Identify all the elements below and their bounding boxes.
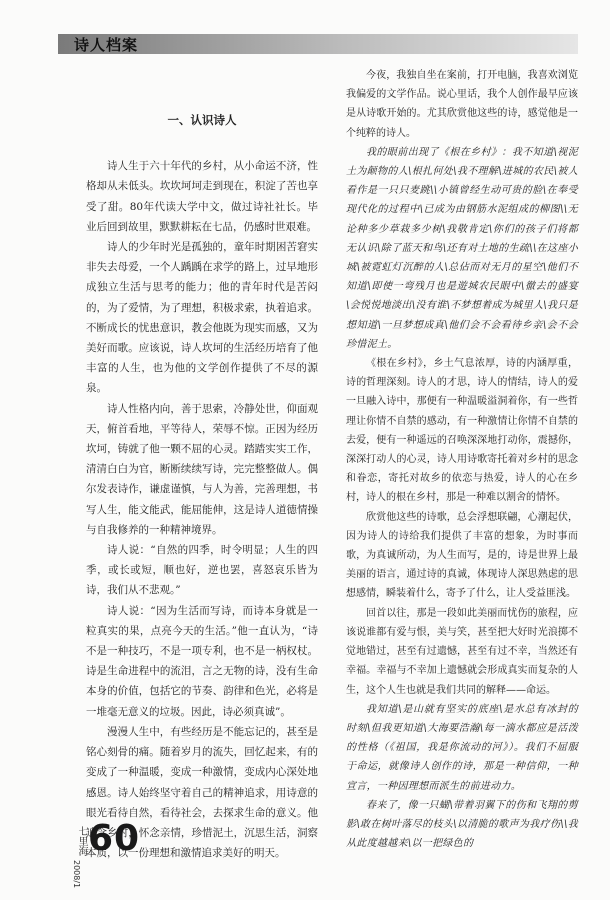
paragraph: 回首以往，那是一段如此美丽而忧伤的旅程，应该说谁都有爱与恨，美与笑，甚至把大好时光浪掷不觉地错过，甚至有过遗憾，甚至有过不幸，当然还有幸福。幸福与不幸加上遗憾就会形成真实而复杂的人生，这个人生也就是我们共同的解释——命运。	[346, 607, 578, 696]
poem-excerpt: 春来了，像一只蝴\带着羽翼下的伤和飞翔的剪影\敢在树叶落尽的枝头\以清脆的歌声为我疗伤\\我从此度越越来\以一把绿色的	[346, 799, 578, 850]
paragraph: 诗人生于六十年代的乡村，从小命运不济，性格却从未低头。坎坎坷坷走到现在，积淀了苦也享受了甜。80年代读大学中文，做过诗社社长。毕业后回到故里，默默耕耘在七品，仍感时世艰难。	[86, 160, 318, 233]
poem-excerpt: 我的眼前出现了《根在乡村》：我不知道\视泥土为颠物的人\根扎何处\我不理解\进城的农民\被人看作是一只只麦跳\\小镇曾经生动可贵的脸\在奉受现代化的过程中\已成为由钢筋水泥组成的柳图\\无论种多少草栽多少树\我敬肯定\你们的孩子们将都无认识\除了蓝天和鸟\还有对土地的生疏\\在这座小城\被霓虹灯沉醉的人\总佔而对无月的星空\他们不知道\即使一弯残月也是遊城农民眼中\徹去的盛宴\会悦悦地淡出\没有谁\不梦想着成为城里人\我只是想知道\一旦梦想成真\他们会不会看待乡亲\会不会珍惜泥土。	[346, 146, 578, 350]
paragraph: 欣赏他这些的诗歌，总会浮想联翩，心潮起伏，因为诗人的诗给我们提供了丰富的想象，为时事而歌，为真诚所动，为人生而写，是的，诗是世界上最美丽的语言，通过诗的真诚，体现诗人深思熟虑的思想感情，瞬装着什么，寄予了什么，让人受益匪浅。	[346, 511, 578, 600]
paragraph: 诗人说：“自然的四季，时令明显；人生的四季，或长或短，顺也好，逆也罢，喜怒哀乐皆为诗，我们从不悲观。”	[86, 544, 318, 597]
poem-excerpt: 我知道\是山就有坚实的底座\是水总有冰封的时刻\但我更知道\大海要浩瀚\每一滴水都应是活泼的性格（《祖国，我是你流动的河》）。我们不屈服于命运，就像诗人创作的诗，那是一种信仰，一种宣言，一种因理想而派生的前进动力。	[346, 703, 578, 792]
paragraph: 诗人说：“因为生活而写诗，而诗本身就是一粒真实的果，点亮今天的生活。”他一直认为，“诗不是一种技巧，不是一项专利，也不是一柄权杖。诗是生命进程中的流泪，言之无物的诗，没有生命本身的价值，包括它的节奏、韵律和色光，必将是一堆毫无意义的垃圾。因此，诗必须真诚”。	[86, 604, 318, 718]
issue-number: 2008/1	[72, 860, 81, 889]
section-header: 诗人档案	[74, 36, 139, 54]
paragraph: 漫漫人生中，有些经历是不能忘记的，甚至是铭心刻骨的痛。随着岁月的流失，回忆起来，有的变成了一种温暖，变成一种激情，变成内心深处地感恩。诗人始终坚守着自己的精神追求，用诗意的眼光看待自然，看待社会，去探求生命的意义。他追念乡村，怀念亲情，珍惜泥土，沉思生活，洞察本质，以一份理想和激情追求美好的明天。	[86, 725, 318, 860]
section-title: 一、认识诗人	[167, 113, 237, 127]
page-number: 60	[88, 818, 141, 859]
paragraph: 诗人性格内向，善于思索，冷静处世，仰面观天，俯首看地，平等待人，荣辱不惊。正因为经历坎坷，铸就了他一颗不屈的心灵。踏踏实实工作，清清白白为官，断断续续写诗，完完整整做人。偶尔发表诗作，谦虚谨慎，与人为善，完善理想，书写人生，能文能武，能屈能伸，这是诗人道德情操与自我修养的一种精神境界。	[86, 402, 318, 536]
paragraph: 今夜，我独自坐在案前，打开电脑，我喜欢浏览我偏爱的文学作品。说心里话，我个人创作最早应该是从诗歌开始的。尤其欣赏他这些的诗，感觉他是一个纯粹的诗人。	[346, 70, 578, 139]
left-column	[86, 66, 318, 866]
right-column	[346, 66, 578, 866]
paragraph: 诗人的少年时光是孤独的，童年时期困苦窘实非失去母爱，一个人踽踽在求学的路上，过早地形成独立生活与思考的能力；他的青年时代是苦闷的，为了爱情，为了理想，积极求索，执着追求。不断成长的忧患意识，教会他既为现实而感，又为美好而歌。应该说，诗人坎坷的生活经历培育了他丰富的人生，也为他的文学创作提供了不尽的源泉。	[86, 241, 318, 395]
magazine-name: 七里海	[76, 826, 87, 856]
paragraph: 《根在乡村》，乡土气息浓厚，诗的内涵厚重，诗的哲理深刻。诗人的才思，诗人的情结，诗人的爱一旦融入诗中，那便有一种温暖溢洞着你，有一些哲理让你情不自禁的感动，有一种激情让你情不自禁的去爱，便有一种遥远的召唤深深地打动你，震撼你，深深打动人的心灵，诗人用诗歌寄托着对乡村的思念和眷恋，寄托对故乡的依恋与热爱，诗人的心在乡村，诗人的根在乡村，那是一种难以割舍的情怀。	[346, 358, 578, 504]
